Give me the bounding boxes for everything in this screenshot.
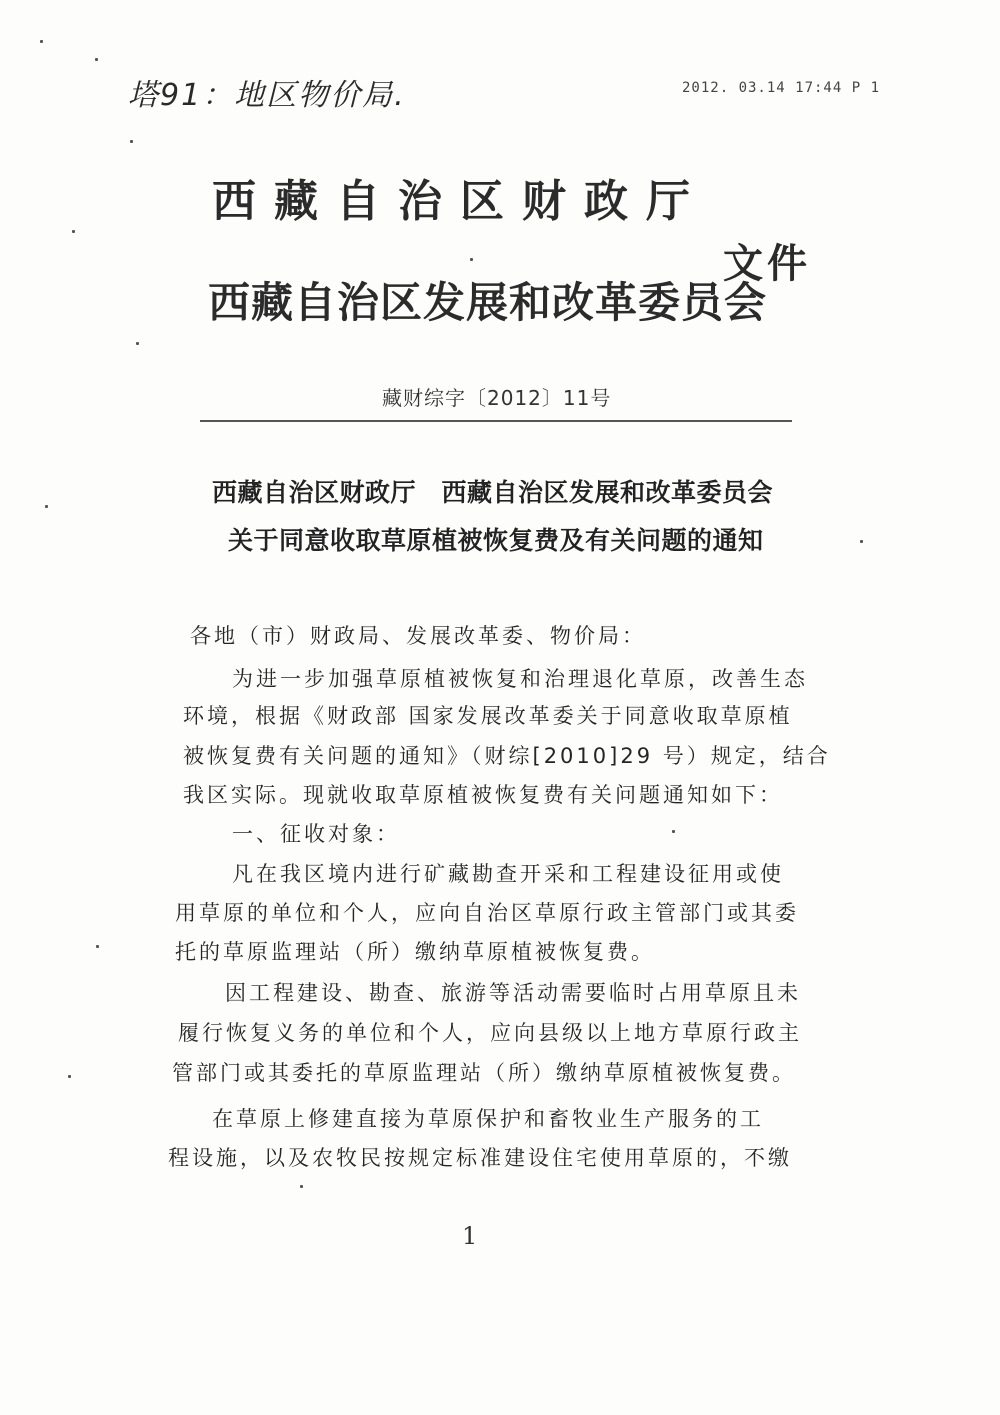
scan-speck <box>860 540 863 543</box>
body-line: 程设施，以及农牧民按规定标准建设住宅使用草原的，不缴 <box>168 1146 792 1170</box>
body-line: 履行恢复义务的单位和个人，应向县级以上地方草原行政主 <box>178 1021 802 1045</box>
body-line: 因工程建设、勘查、旅游等活动需要临时占用草原且未 <box>225 981 801 1005</box>
scan-speck <box>130 140 133 143</box>
handwritten-note: 塔91：地区物价局. <box>128 78 406 113</box>
scan-speck <box>96 945 99 948</box>
scan-speck <box>300 1185 303 1188</box>
scan-speck <box>72 230 75 233</box>
issuing-org-finance: 西藏自治区财政厅 <box>212 176 708 227</box>
scan-speck <box>68 1075 71 1078</box>
body-line: 为进一步加强草原植被恢复和治理退化草原，改善生态 <box>232 667 808 691</box>
body-line: 凡在我区境内进行矿藏勘查开采和工程建设征用或使 <box>232 862 784 886</box>
section-heading: 一、征收对象： <box>232 822 400 846</box>
scan-speck <box>95 58 98 61</box>
issuing-org-ndrc: 西藏自治区发展和改革委员会 <box>208 278 768 327</box>
addressee-line: 各地（市）财政局、发展改革委、物价局： <box>190 624 646 648</box>
scan-speck <box>470 258 473 261</box>
subject-line-2: 关于同意收取草原植被恢复费及有关问题的通知 <box>228 526 764 555</box>
body-line: 管部门或其委托的草原监理站（所）缴纳草原植被恢复费。 <box>172 1061 796 1085</box>
body-line: 托的草原监理站（所）缴纳草原植被恢复费。 <box>175 940 655 964</box>
scan-speck <box>40 40 43 43</box>
body-line: 环境，根据《财政部 国家发展改革委关于同意收取草原植 <box>183 704 793 728</box>
body-line: 我区实际。现就收取草原植被恢复费有关问题通知如下： <box>183 783 783 807</box>
header-divider <box>200 420 792 422</box>
scan-speck <box>672 830 675 833</box>
body-line: 被恢复费有关问题的通知》（财综[2010]29 号）规定，结合 <box>183 744 831 768</box>
scan-speck <box>45 505 48 508</box>
scan-speck <box>136 342 139 345</box>
body-line: 用草原的单位和个人，应向自治区草原行政主管部门或其委 <box>175 901 799 925</box>
document-number: 藏财综字〔2012〕11号 <box>382 386 612 410</box>
subject-line-1: 西藏自治区财政厅 西藏自治区发展和改革委员会 <box>212 478 774 507</box>
document-label: 文件 <box>723 240 811 287</box>
page-number: 1 <box>462 1222 478 1250</box>
body-line: 在草原上修建直接为草原保护和畜牧业生产服务的工 <box>212 1107 764 1131</box>
fax-timestamp: 2012. 03.14 17:44 P 1 <box>682 80 881 96</box>
